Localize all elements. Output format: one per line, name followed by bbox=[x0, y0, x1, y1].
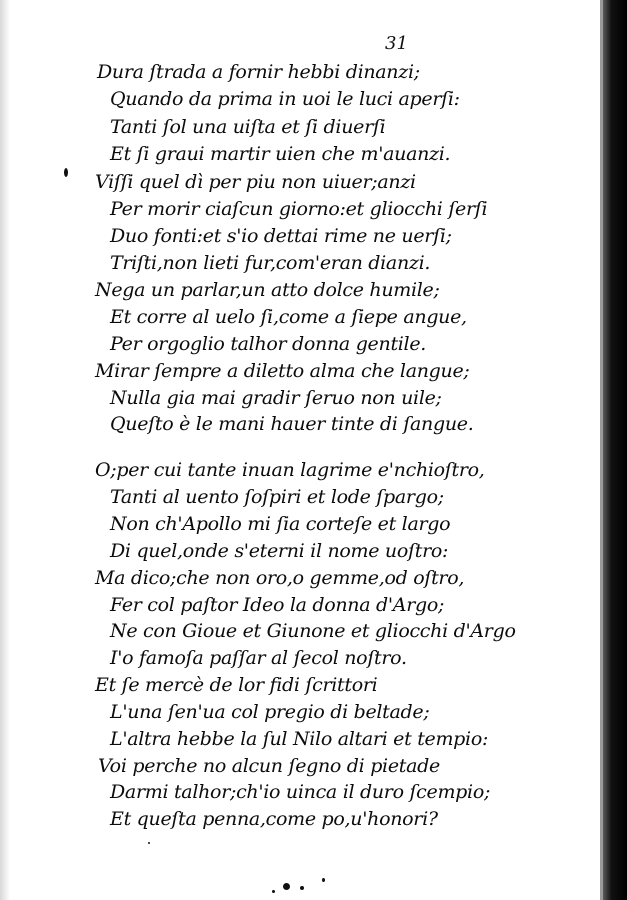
page-number: 31 bbox=[385, 33, 408, 54]
book-binding-edge bbox=[603, 0, 627, 900]
verse-line: Nulla gia mai gradir ſeruo non uile; bbox=[110, 387, 442, 409]
verse-line: Triſti,non lieti fur,com'eran dianzi. bbox=[110, 252, 431, 274]
verse-line: Dura ſtrada a fornir hebbi dinanzi; bbox=[97, 61, 420, 83]
verse-line: Et ſi graui martir uien che m'auanzi. bbox=[110, 143, 451, 165]
verse-line: Di quel,onde s'eterni il nome uoſtro: bbox=[110, 540, 449, 562]
verse-line: Nega un parlar,un atto dolce humile; bbox=[95, 279, 440, 301]
verse-line: Tanti al uento ſoſpiri et lode ſpargo; bbox=[110, 486, 444, 508]
page-margin-shade bbox=[0, 0, 10, 900]
ink-speck bbox=[322, 878, 325, 882]
verse-line: Tanti ſol una uiſta et ſi diuerſi bbox=[110, 116, 386, 138]
verse-line: L'altra hebbe la ſul Nilo altari et tempio: bbox=[110, 728, 489, 750]
verse-line: Duo fonti:et s'io dettai rime ne uerſi; bbox=[110, 225, 452, 247]
verse-line: Et queſta penna,come po,u'honori? bbox=[110, 808, 438, 830]
verse-line: Quando da prima in uoi le luci aperſi: bbox=[110, 88, 460, 110]
ink-speck bbox=[64, 168, 68, 177]
verse-line: Viſſi quel dì per piu non uiuer;anzi bbox=[95, 171, 416, 193]
verse-line: I'o famoſa paſſar al ſecol noſtro. bbox=[110, 647, 407, 669]
ink-speck bbox=[272, 890, 275, 893]
verse-line: Et ſe mercè de lor fidi ſcrittori bbox=[95, 674, 378, 696]
verse-line: Et corre al uelo ſi,come a ſiepe angue, bbox=[110, 306, 467, 328]
verse-line: L'una ſen'ua col pregio di beltade; bbox=[110, 701, 430, 723]
ink-speck bbox=[300, 886, 304, 890]
verse-line: Per orgoglio talhor donna gentile. bbox=[110, 333, 427, 355]
verse-line: Ne con Gioue et Giunone et gliocchi d'Argo bbox=[110, 620, 516, 642]
verse-line: Fer col paſtor Ideo la donna d'Argo; bbox=[110, 594, 445, 616]
verse-line: Voi perche no alcun ſegno di pietade bbox=[98, 755, 440, 777]
ink-speck bbox=[148, 842, 150, 844]
verse-line: Ma dico;che non oro,o gemme,od oſtro, bbox=[95, 567, 465, 589]
ink-speck bbox=[283, 883, 290, 890]
verse-line: Darmi talhor;ch'io uinca il duro ſcempio; bbox=[110, 781, 491, 803]
verse-line: Per morir ciaſcun giorno:et gliocchi ſerſi bbox=[110, 198, 488, 220]
verse-line: O;per cui tante inuan lagrime e'nchioſtro, bbox=[95, 459, 485, 481]
verse-line: Mirar ſempre a diletto alma che langue; bbox=[95, 360, 470, 382]
verse-line: Non ch'Apollo mi ſia corteſe et largo bbox=[110, 513, 451, 535]
verse-line: Queſto è le mani hauer tinte di ſangue. bbox=[110, 413, 474, 435]
